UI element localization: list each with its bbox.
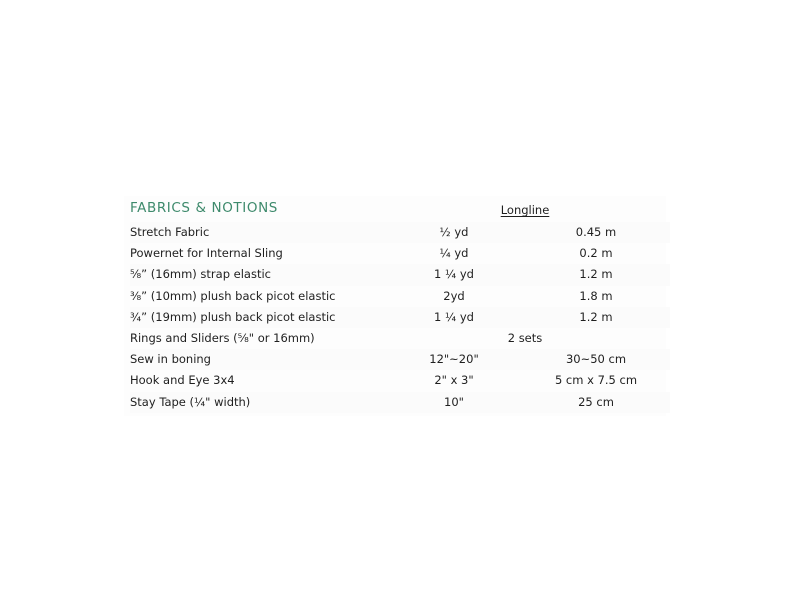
item-name: Sew in boning	[130, 352, 211, 367]
item-name: ⅝” (16mm) strap elastic	[130, 267, 271, 282]
metric-amount: 1.8 m	[579, 288, 613, 303]
quantity-amount: 2 sets	[507, 330, 543, 345]
imperial-amount: 2yd	[443, 288, 465, 303]
item-name: ¾” (19mm) plush back picot elastic	[130, 309, 336, 324]
table-row	[130, 392, 670, 413]
imperial-amount: 2" x 3"	[434, 373, 474, 388]
metric-amount: 1.2 m	[579, 309, 613, 324]
column-header-longline: Longline	[500, 203, 550, 217]
imperial-amount: ½ yd	[439, 225, 469, 239]
metric-amount: 1.2 m	[579, 267, 613, 282]
item-name: ⅜” (10mm) plush back picot elastic	[130, 288, 336, 303]
item-name: Powernet for Internal Sling	[130, 246, 283, 261]
imperial-amount: ¼ yd	[439, 246, 469, 261]
item-name: Stretch Fabric	[130, 225, 210, 239]
imperial-amount: 1 ¼ yd	[434, 309, 474, 324]
table-row	[130, 286, 670, 307]
table-row	[130, 307, 670, 328]
table-row	[130, 222, 670, 243]
item-name: Stay Tape (¼" width)	[130, 394, 251, 409]
metric-amount: 0.2 m	[579, 246, 613, 261]
item-name: Hook and Eye 3x4	[130, 373, 235, 388]
notions-table	[130, 222, 670, 413]
imperial-amount: 10"	[444, 394, 464, 409]
imperial-amount: 12"~20"	[429, 352, 479, 367]
section-heading: FABRICS & NOTIONS	[130, 200, 278, 216]
table-row	[130, 370, 670, 391]
table-row	[130, 328, 670, 349]
table-row	[130, 243, 670, 264]
imperial-amount: 1 ¼ yd	[434, 267, 474, 282]
metric-amount: 0.45 m	[575, 225, 617, 239]
metric-amount: 25 cm	[578, 394, 614, 409]
table-row	[130, 264, 670, 285]
metric-amount: 5 cm x 7.5 cm	[554, 373, 638, 388]
table-row	[130, 349, 670, 370]
metric-amount: 30~50 cm	[565, 352, 627, 367]
item-name: Rings and Sliders (⅝" or 16mm)	[130, 330, 315, 345]
